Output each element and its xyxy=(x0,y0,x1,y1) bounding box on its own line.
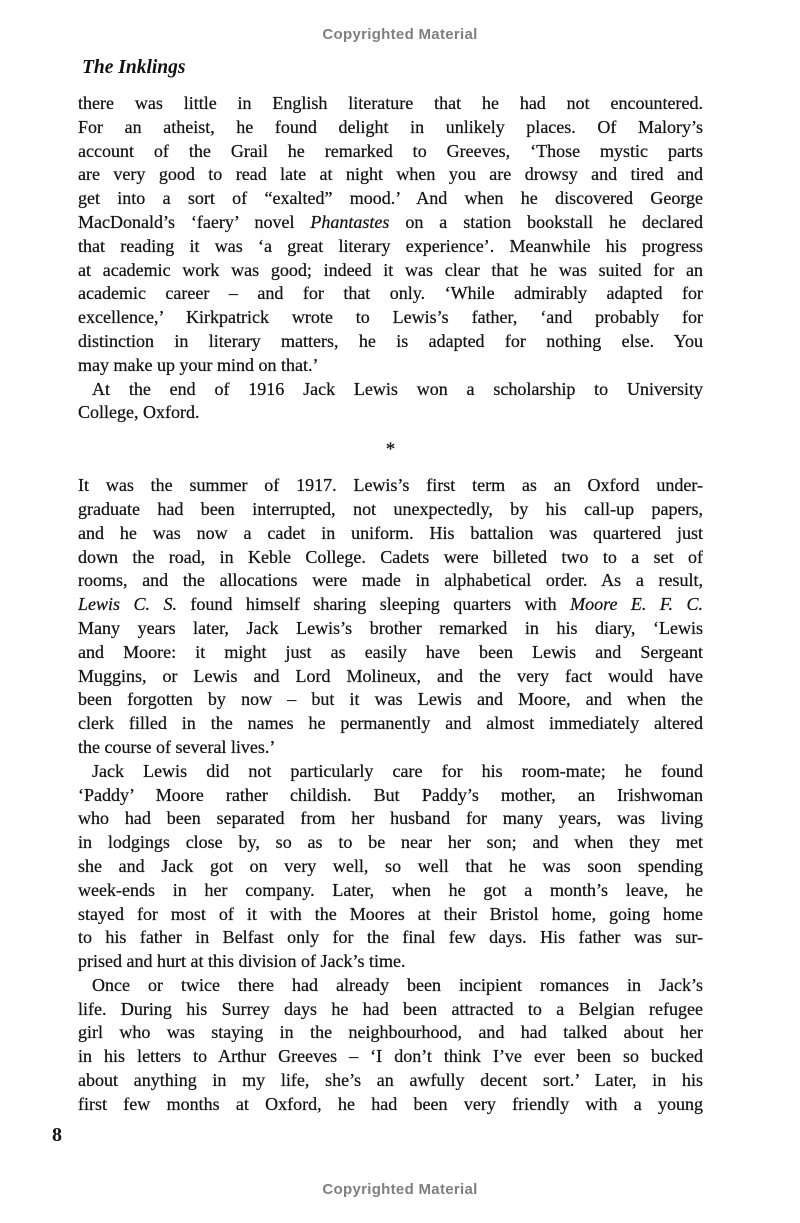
text-line: in his letters to Arthur Greeves – ‘I don’t think I’ve ever been so bucked xyxy=(78,1046,703,1067)
text-line: first few months at Oxford, he had been very friendly with a young xyxy=(78,1093,703,1114)
text-line: girl who was staying in the neighbourhood, and had talked about her xyxy=(78,1022,703,1043)
text-line: MacDonald’s ‘faery’ novel Phantastes on a station bookstall he declared xyxy=(78,211,703,232)
text-line: down the road, in Keble College. Cadets were billeted two to a set of xyxy=(78,546,703,567)
text-line: Muggins, or Lewis and Lord Molineux, and the very fact would have xyxy=(78,665,703,686)
text-line: distinction in literary matters, he is adapted for nothing else. You xyxy=(78,330,703,351)
text-line: may make up your mind on that.’ xyxy=(78,354,319,375)
text-line: rooms, and the allocations were made in alphabetical order. As a result, xyxy=(78,570,703,591)
text-line: week-ends in her company. Later, when he got a month’s leave, he xyxy=(78,879,703,900)
text-line: been forgotten by now – but it was Lewis and Moore, and when the xyxy=(78,689,703,710)
text-line: clerk filled in the names he permanently and almost immediately altered xyxy=(78,713,703,734)
body-text xyxy=(78,92,703,1117)
text-line: Once or twice there had already been incipient romances in Jack’s xyxy=(92,974,703,995)
section-separator: * xyxy=(385,439,396,461)
text-line: to his father in Belfast only for the final few days. His father was sur- xyxy=(78,927,703,948)
copyright-banner-bottom: Copyrighted Material xyxy=(322,1181,478,1198)
text-line: in lodgings close by, so as to be near her son; and when they met xyxy=(78,832,703,853)
text-line: and he was now a cadet in uniform. His battalion was quartered just xyxy=(78,522,703,543)
text-line: life. During his Surrey days he had been attracted to a Belgian refugee xyxy=(78,998,703,1019)
text-line: For an atheist, he found delight in unlikely places. Of Malory’s xyxy=(78,116,703,137)
text-line: and Moore: it might just as easily have been Lewis and Sergeant xyxy=(78,641,703,662)
text-line: prised and hurt at this division of Jack’s time. xyxy=(78,951,406,972)
text-line: about anything in my life, she’s an awfully decent sort.’ Later, in his xyxy=(78,1070,703,1091)
text-line: the course of several lives.’ xyxy=(78,736,276,757)
text-line: are very good to read late at night when you are drowsy and tired and xyxy=(78,164,703,185)
text-line: It was the summer of 1917. Lewis’s first term as an Oxford under- xyxy=(78,475,703,496)
paragraph xyxy=(78,474,703,760)
paragraph xyxy=(78,974,703,1117)
text-line: Many years later, Jack Lewis’s brother remarked in his diary, ‘Lewis xyxy=(78,617,703,638)
text-line: At the end of 1916 Jack Lewis won a scholarship to University xyxy=(92,378,703,399)
text-line: graduate had been interrupted, not unexpectedly, by his call-up papers, xyxy=(78,498,703,519)
text-line: there was little in English literature that he had not encountered. xyxy=(78,93,703,113)
paragraph xyxy=(78,378,703,426)
text-line: get into a sort of “exalted” mood.’ And when he discovered George xyxy=(78,188,703,209)
paragraph xyxy=(78,760,703,974)
text-line: that reading it was ‘a great literary experience’. Meanwhile his progress xyxy=(78,235,703,256)
text-line: she and Jack got on very well, so well that he was soon spending xyxy=(78,855,703,876)
running-header: The Inklings xyxy=(82,57,186,78)
text-line: stayed for most of it with the Moores at their Bristol home, going home xyxy=(78,903,703,924)
text-line: at academic work was good; indeed it was clear that he was suited for an xyxy=(78,259,703,280)
text-line: who had been separated from her husband for many years, was living xyxy=(78,808,703,829)
text-line: excellence,’ Kirkpatrick wrote to Lewis’s father, ‘and probably for xyxy=(78,307,703,328)
text-line: Jack Lewis did not particularly care for his room-mate; he found xyxy=(92,760,703,781)
text-line: ‘Paddy’ Moore rather childish. But Paddy’s mother, an Irishwoman xyxy=(78,784,703,805)
paragraph xyxy=(78,92,703,378)
copyright-banner-top: Copyrighted Material xyxy=(322,26,478,43)
text-line: College, Oxford. xyxy=(78,402,200,423)
page-number: 8 xyxy=(52,1124,62,1146)
text-line: account of the Grail he remarked to Greeves, ‘Those mystic parts xyxy=(78,140,703,161)
text-line: academic career – and for that only. ‘While admirably adapted for xyxy=(78,283,703,304)
text-line: Lewis C. S. found himself sharing sleeping quarters with Moore E. F. C. xyxy=(78,594,703,615)
